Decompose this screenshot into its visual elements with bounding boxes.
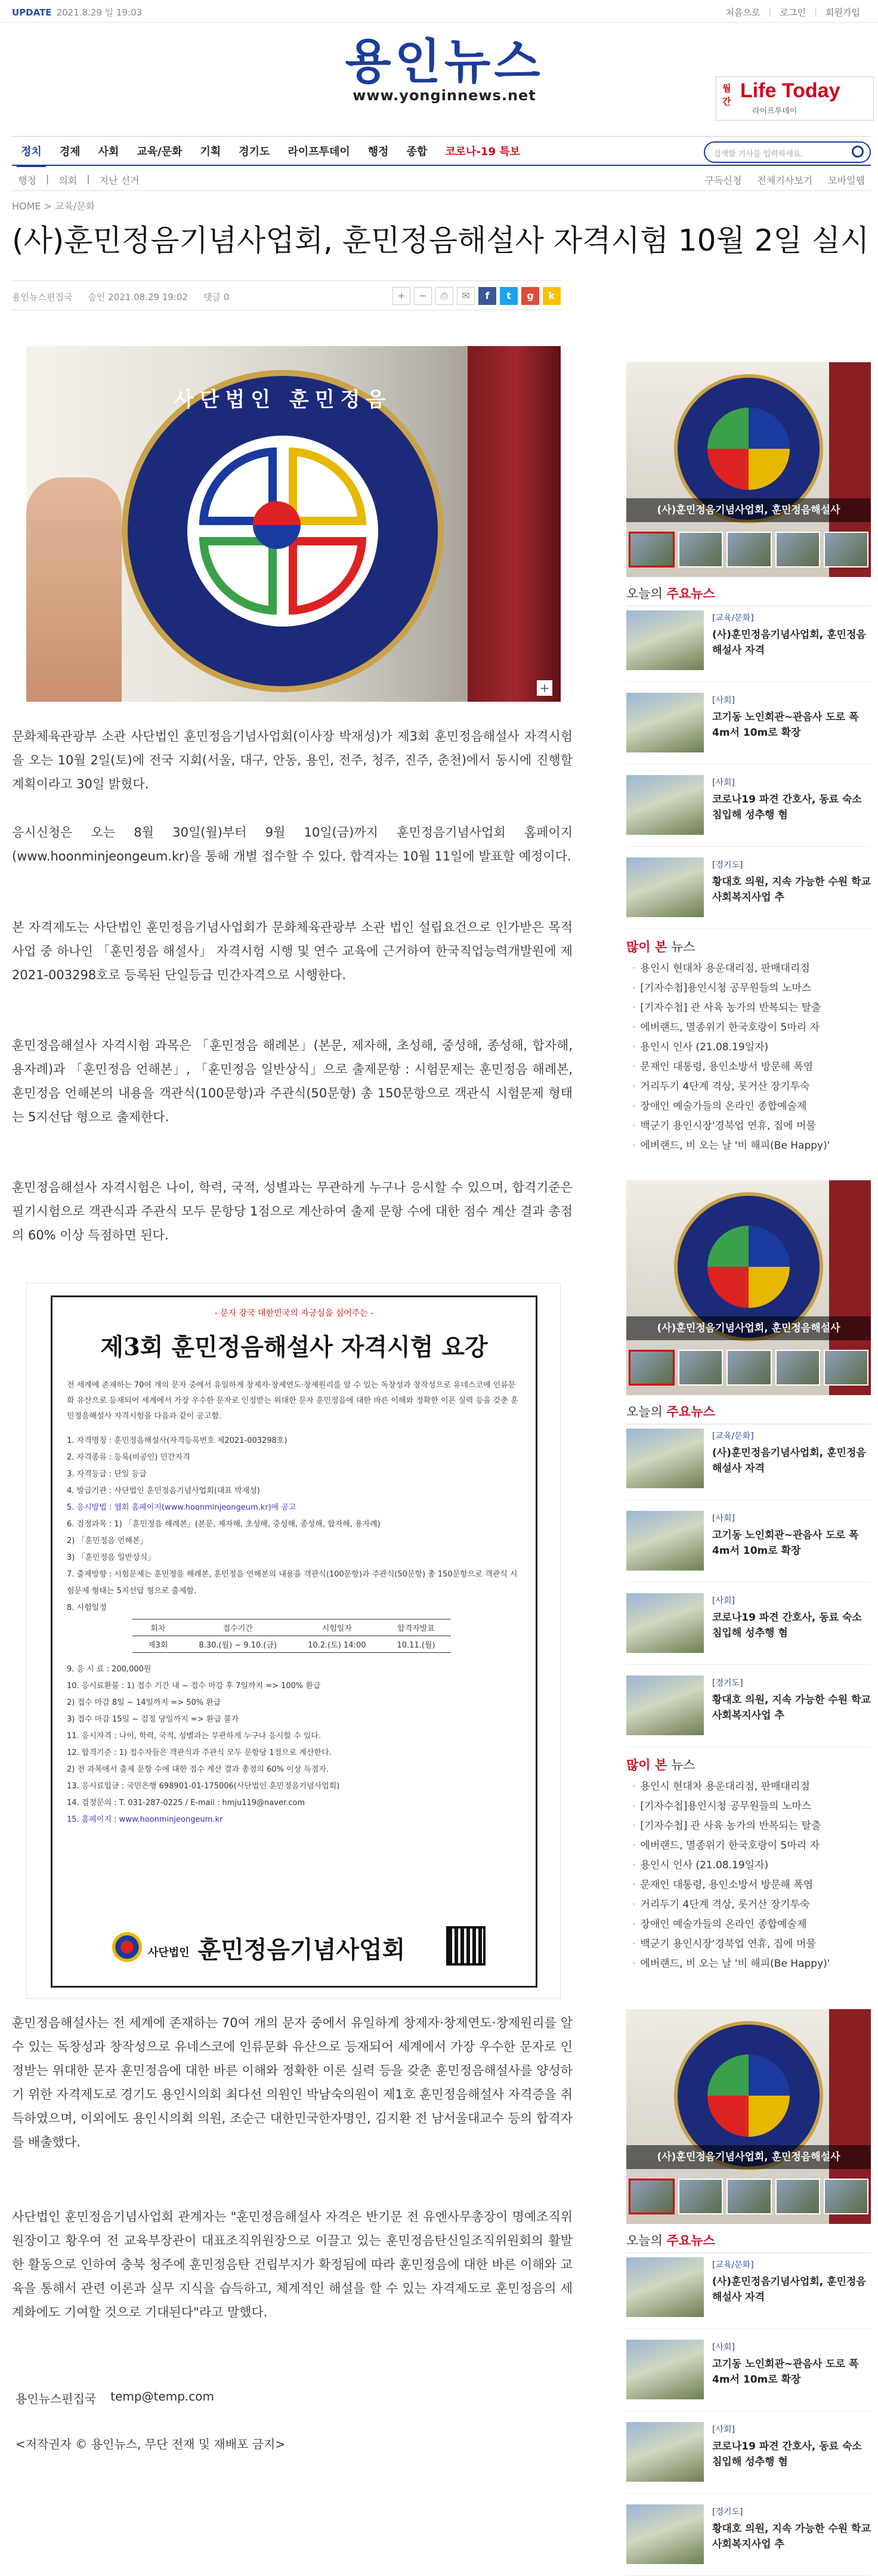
home-link[interactable]: 처음으로 (725, 7, 760, 18)
qr-code-icon (446, 1926, 486, 1966)
notice-item: 6. 검정과목 : 1) 「훈민정음 해례본」(본문, 제자해, 초성해, 중성해, 종성해, 합자해, 용자례) (67, 1520, 381, 1529)
popular-news-item[interactable]: · 백군기 용인시장'경북업 연휴, 집에 머물 (626, 1935, 871, 1954)
hand (26, 477, 122, 702)
exam-schedule-table: 회차 접수기간 시험일자 합격자발표 제3회 8.30.(월) ~ 9.10.(금) 10.2.(토) 14:00 10.11.(월) (132, 1619, 451, 1653)
news-category: [사회] (712, 1514, 735, 1523)
news-item[interactable] (626, 2336, 871, 2411)
notice-item: 2) 「훈민정음 언해본」 (67, 1537, 148, 1545)
nav-admin[interactable]: 행정 (367, 146, 389, 158)
publish-date: 승인 2021.08.29 19:02 (88, 292, 188, 303)
news-thumbnail[interactable] (626, 1593, 704, 1653)
news-thumbnail[interactable] (626, 2422, 704, 2482)
thumbnail[interactable] (824, 532, 868, 567)
news-category: [교육/문화] (712, 613, 754, 623)
notice-item: 10. 응시료환불 : 1) 접수 기간 내 ~ 접수 마감 후 7일까지 => 100% 환급 (67, 1682, 321, 1690)
popular-news-item[interactable]: · 에버랜드, 멸종위기 한국호랑이 5마리 자 (626, 1018, 871, 1038)
site-logo[interactable]: 용인뉴스 www.yonginnews.net (345, 34, 544, 104)
article-paragraph: 본 자격제도는 사단법인 훈민정음기념사업회가 문화체육관광부 소관 법인 설립요건으로 인가받은 목적사업 중 하나인 「훈민정음 해설사」 자격시험 시행 및 연수 교육에 근거하여 한국직업능력개발원에 제2021-003298호로 등록된 단일등급 민간자격으로 시행한다. (12, 920, 573, 982)
nav-economy[interactable]: 경제 (59, 146, 81, 158)
popular-news-item[interactable]: · 용인시 인사 (21.08.19일자) (626, 1038, 871, 1057)
thumbnail[interactable] (726, 1350, 771, 1386)
subnav-council[interactable]: 의회 (58, 175, 78, 186)
comment-count[interactable]: 댓글 0 (203, 292, 230, 303)
popular-news-heading: 많이 본 뉴스 (626, 940, 695, 954)
news-category: [사회] (712, 778, 735, 788)
article-tools (392, 287, 561, 305)
popular-news-item[interactable]: · 에버랜드, 비 오는 날 '비 해피(Be Happy)' (626, 1136, 871, 1156)
popular-news-list (626, 1777, 871, 1974)
notice-item: 4. 발급기관 : 사단법인 훈민정음기념사업회(대표 박재성) (67, 1486, 260, 1495)
subscribe-link[interactable]: 구독신청 (704, 175, 742, 186)
popular-news-item[interactable]: · [기자수첩]용인시청 공무원들의 노마스 (626, 1797, 871, 1816)
subnav-elections[interactable]: 지난 선거 (99, 175, 140, 186)
article-meta (12, 280, 561, 310)
byline-email[interactable]: temp@temp.com (110, 2389, 214, 2404)
featured-thumbnails (626, 532, 871, 567)
font-increase-icon[interactable]: + (392, 287, 410, 305)
thumbnail[interactable] (775, 1350, 820, 1386)
nav-planning[interactable]: 기획 (200, 146, 221, 158)
today-news-heading: 오늘의 주요뉴스 (626, 2231, 871, 2253)
notice-item: 2) 전 과목에서 출제 문항 수에 대한 점수 계산 결과 총점의 60% 이상 득점자. (67, 1765, 329, 1774)
news-title[interactable]: (사)훈민정음기념사업회, 훈민정음해설사 자격 (712, 629, 866, 656)
thumbnail[interactable] (678, 1350, 723, 1386)
font-decrease-icon[interactable]: − (414, 287, 432, 305)
featured-news[interactable] (626, 362, 871, 577)
nav-society[interactable]: 사회 (98, 146, 119, 158)
article-title: (사)훈민정음기념사업회, 훈민정음해설사 자격시험 10월 2일 실시 (12, 223, 870, 258)
popular-news-item[interactable]: · 거리두기 4단계 격상, 롯거산 장기투숙 (626, 1077, 871, 1097)
notice-item: 15. 홈페이지 : www.hoonminjeongeum.kr (67, 1815, 223, 1824)
popular-news-item[interactable]: · 거리두기 4단계 격상, 롯거산 장기투숙 (626, 1895, 871, 1915)
news-thumbnail[interactable] (626, 1429, 704, 1488)
sub-nav: 행정 | 의회 | 지난 선거 구독신청 전체기사보기 모바일웹 (12, 167, 871, 191)
zoom-icon[interactable]: + (537, 680, 552, 696)
news-category: [사회] (712, 2425, 735, 2435)
article-paragraph: 응시신청은 오는 8월 30일(월)부터 9월 10일(금)까지 훈민정음기념사업회 홈페이지(www.hoonminjeongeum.kr)을 통해 개별 접수할 수 있다. 합격자는 10월 11일에 발표할 예정이다. (12, 825, 573, 863)
news-item[interactable] (626, 2418, 871, 2494)
news-category: [교육/문화] (712, 1432, 754, 1441)
news-category: [경기도] (712, 860, 743, 870)
notice-item: 3) 접수 마감 15일 ~ 검정 당일까지 => 환급 불가 (67, 1715, 239, 1724)
notice-item: 9. 응 시 료 : 200,000원 (67, 1665, 152, 1674)
subnav-admin[interactable]: 행정 (18, 175, 36, 186)
thumbnail[interactable] (678, 532, 723, 567)
news-title[interactable]: 황대호 의원, 지속 가능한 수원 학교사회복지사업 추 (712, 1694, 871, 1722)
nav-covid[interactable]: 코로나-19 특보 (445, 146, 521, 158)
news-category: [경기도] (712, 1679, 743, 1688)
news-item[interactable] (626, 854, 871, 929)
news-thumbnail[interactable] (626, 2340, 704, 2399)
author: 용인뉴스편집국 (12, 292, 73, 303)
popular-news-item[interactable]: · 문재인 대통령, 용인소방서 방문해 폭염 (626, 1057, 871, 1077)
main-nav (12, 136, 871, 166)
exam-notice-image[interactable]: - 문자 강국 대한민국의 자긍심을 심어주는 - 제3회 훈민정음해설사 자격시험 요강 전 세계에 존재하는 70여 개의 문자 중에서 유일하게 창제자·창제연도·창제원리를 알 수 있는 독창성과 창작성으로 유네스코에 인류문화 유산으로 등재되어 세계에서 가장 우수한 문자로 인정받는 위대한 문자 훈민정음에 대한 바른 이해와 정확한 이론 실력 등을 갖춘 훈민정음해설사 자격시험을 다음과 같이 공고함. 1. 자격명칭 : 훈민정음해설사(자격등록번호 제2021-003298호) 2. 자격종류 : 등록(비공인) 민간자격 3. 자격등급 : 단일 등급 4. 발급기관 : 사단법인 훈민정음기념사업회(대표 박재성) 5. 응시방법 : 협회 홈페이지(www.hoonminjeongeum.kr)에 공고 6. 검정과목 : 1) 「훈민정음 해례본」(본문, 제자해, 초성해, 중성해, 종성해, 합자해, 용자례) 2) 「훈민정음 언해본」 3) 「훈민정음 일반상식」 7. 출제방향 : 시험문제는 훈민정음 해례본, 훈민정음 언해본의 내용을 객관식(100문항)과 주관식(50문항) 총 150문항으로 객관식 시험문제 형태는 5지선답 형으로 출제함. 8. 시험일정 회차 접수기간 시험일자 합격자발표 제3회 8.30.(월) ~ 9.10.(금) 10.2.(토) 14:00 10.11.(월) 9. 응 시 료 : 200,000원 10. 응시료환불 : 1) 접수 기간 내 ~ 접수 마감 후 7일까지 => 100% 환급 2) 접수 마감 8일 ~ 14일까지 => 50% 환급 3) 접수 마감 15일 ~ 검정 당일까지 => 환급 불가 11. 응시자격 : 나이, 학력, 국적, 성별과는 무관하게 누구나 응시할 수 있다. 12. 합격기준 : 1) 접수자들은 객관식과 주관식 모두 문항당 1점으로 계산한다. 2) 전 과목에서 출제 문항 수에 대한 점수 계산 결과 총점의 60% 이상 득점자. 13. 응시료입금 : 국민은행 698901-01-175006(사단법인 훈민정음기념사업회) 14. 검정문의 : T. 031-287-0225 / E-mail : hmju119@naver.com 15. 홈페이지 : www.hoonminjeongeum.kr 사단법인 훈민정음기념사업회 (26, 1283, 561, 1999)
news-title[interactable]: 코로나19 파견 간호사, 동료 숙소 침입해 성추행 혐 (712, 2441, 862, 2468)
seal-emblem: 사단법인 훈민정음 (122, 370, 444, 692)
curtain (468, 346, 561, 702)
popular-news-list (626, 959, 871, 1156)
popular-news-item[interactable]: · [기자수첩] 관 사육 농가의 반복되는 탈출 (626, 998, 871, 1018)
notice-footer: 사단법인 훈민정음기념사업회 (112, 1926, 482, 1974)
news-title[interactable]: 고기동 노인회관~관음사 도로 폭 4m서 10m로 확장 (712, 2358, 859, 2386)
taegeuk-icon (253, 501, 301, 549)
news-item[interactable] (626, 1590, 871, 1665)
news-item[interactable] (626, 772, 871, 847)
news-item[interactable] (626, 1425, 871, 1500)
notice-items (67, 1433, 521, 1616)
featured-caption[interactable]: (사)훈민정음기념사업회, 훈민정음해설사 (626, 1316, 871, 1340)
thumbnail[interactable] (629, 2179, 675, 2214)
news-category: [교육/문화] (712, 2260, 754, 2270)
thumbnail[interactable] (824, 2179, 868, 2214)
googleplus-icon[interactable]: g (521, 287, 539, 305)
kakao-icon[interactable]: k (543, 287, 561, 305)
featured-news[interactable] (626, 1180, 871, 1395)
top-bar (0, 0, 878, 23)
notice-item: 5. 응시방법 : 협회 홈페이지(www.hoonminjeongeum.kr)에 공고 (67, 1503, 296, 1512)
thumbnail[interactable] (824, 1350, 868, 1386)
popular-news-item[interactable]: · 에버랜드, 비 오는 날 '비 해피(Be Happy)' (626, 1954, 871, 1974)
news-thumbnail[interactable] (626, 1676, 704, 1735)
news-item[interactable] (626, 1672, 871, 1747)
print-icon[interactable]: ⎙ (435, 287, 453, 305)
nav-politics[interactable]: 정치 (12, 143, 51, 159)
news-thumbnail[interactable] (626, 2504, 704, 2564)
news-thumbnail[interactable] (626, 610, 704, 670)
news-title[interactable]: 고기동 노인회관~관음사 도로 폭 4m서 10m로 확장 (712, 1529, 859, 1557)
news-category: [사회] (712, 2343, 735, 2352)
thumbnail[interactable] (726, 532, 771, 567)
featured-news[interactable] (626, 2009, 871, 2224)
all-articles-link[interactable]: 전체기사보기 (757, 175, 813, 186)
notice-items (67, 1661, 521, 1828)
news-category: [경기도] (712, 2507, 743, 2517)
popular-news-item[interactable]: · 용인시 현대차 용운대리점, 판매대리점 (626, 959, 871, 979)
byline: 용인뉴스편집국 temp@temp.com (16, 2389, 214, 2406)
popular-news-item[interactable]: · 장애인 예술가들의 온라인 종합예술제 (626, 1097, 871, 1116)
news-title[interactable]: (사)훈민정음기념사업회, 훈민정음해설사 자격 (712, 1447, 866, 1474)
notice-title: 제3회 훈민정음해설사 자격시험 요강 (100, 1333, 488, 1361)
news-item[interactable] (626, 2254, 871, 2329)
featured-caption[interactable]: (사)훈민정음기념사업회, 훈민정음해설사 (626, 498, 871, 522)
article-paragraph: 훈민정음해설사 자격시험 과목은 「훈민정음 해례본」(본문, 제자해, 초성해, 중성해, 종성해, 합자해, 용자례)과 「훈민정음 언해본」, 「훈민정음 일반상식」으로 출제문항 : 시험문제는 훈민정음 해례본, 훈민정음 언해본의 내용을 객관식(100문항)과 주관식(50문항) 총 150문항으로 객관식 시험문제 형태는 5지선답 형으로 출제한다. (12, 1038, 573, 1124)
update-info: UPDATE 2021.8.29 일 19:03 (12, 7, 143, 18)
news-thumbnail[interactable] (626, 857, 704, 917)
breadcrumb: HOME > 교육/문화 (12, 200, 95, 212)
nav-general[interactable]: 종합 (406, 146, 428, 158)
notice-item: 14. 검정문의 : T. 031-287-0225 / E-mail : hmju119@naver.com (67, 1798, 305, 1807)
article-paragraph: 사단법인 훈민정음기념사업회 관계자는 "훈민정음해설사 자격은 반기문 전 유엔사무총장이 명예조직위원장이고 황우여 전 교육부장관이 대표조직위원장으로 이끌고 있는 훈민정음탄신일조직위원회의 활발한 활동으로 인하여 충북 청주에 훈민정음탄 건립부지가 확정됨에 따라 훈민정음에 대한 바른 이해와 교육을 통해서 관련 이론과 실무 지식을 습득하고, 체계적인 해설을 할 수 있는 자격제도로 훈민정음의 세계화에도 기여할 것으로 기대된다"라고 말했다. (12, 2210, 573, 2319)
news-category: [사회] (712, 1596, 735, 1606)
article-paragraph: 훈민정음해설사는 전 세계에 존재하는 70여 개의 문자 중에서 유일하게 창제자·창제연도·창제원리를 알 수 있는 독창성과 창작성으로 유네스코에 인류문화 유산으로 등재되어 세계에서 가장 우수한 문자로 인정받는 위대한 문자 훈민정음에 대한 바른 이해와 정확한 이론 실력 등을 갖춘 훈민정음해설사를 양성하기 위한 자격제도로 경기도 용인시의회 최다선 의원인 박남숙의원이 제1호 훈민정음해설사 자격증을 취득하였으며, 이외에도 용인시의회 의원, 조순근 대한민국한자명인, 김지환 전 남서울대교수 등의 합격자를 배출했다. (12, 2016, 573, 2149)
popular-news-item[interactable]: · 문재인 대통령, 용인소방서 방문해 폭염 (626, 1875, 871, 1895)
news-title[interactable]: 코로나19 파견 간호사, 동료 숙소 침입해 성추행 혐 (712, 1612, 862, 1639)
notice-item: 2) 접수 마감 8일 ~ 14일까지 => 50% 환급 (67, 1698, 221, 1707)
news-title[interactable]: 황대호 의원, 지속 가능한 수원 학교사회복지사업 추 (712, 2523, 871, 2550)
thumbnail[interactable] (629, 532, 675, 567)
news-title[interactable]: (사)훈민정음기념사업회, 훈민정음해설사 자격 (712, 2276, 866, 2303)
popular-news-item[interactable]: · [기자수첩]용인시청 공무원들의 노마스 (626, 979, 871, 998)
email-icon[interactable]: ✉ (457, 287, 475, 305)
nav-gyeonggi[interactable]: 경기도 (239, 146, 270, 158)
thumbnail[interactable] (678, 2179, 723, 2214)
notice-item: 2. 자격종류 : 등록(비공인) 민간자격 (67, 1453, 190, 1462)
facebook-icon[interactable]: f (478, 287, 496, 305)
notice-item: 8. 시험일정 (67, 1603, 107, 1612)
popular-news-item[interactable]: · 백군기 용인시장'경북업 연휴, 집에 머물 (626, 1116, 871, 1136)
life-today-banner[interactable]: 월간 Life Today 라이프투데이 (716, 76, 874, 121)
copyright: <저작권자 © 용인뉴스, 무단 전재 및 재배포 금지> (16, 2437, 286, 2451)
thumbnail[interactable] (775, 2179, 820, 2214)
news-item[interactable] (626, 607, 871, 682)
news-thumbnail[interactable] (626, 2257, 704, 2317)
nav-culture[interactable]: 교육/문화 (137, 146, 183, 158)
popular-news-heading: 많이 본 뉴스 (626, 1758, 695, 1772)
mobile-web-link[interactable]: 모바일웹 (828, 175, 865, 186)
thumbnail[interactable] (629, 1350, 675, 1386)
article-paragraph: 훈민정음해설사 자격시험은 나이, 학력, 국적, 성별과는 무관하게 누구나 응시할 수 있으며, 합격기준은 필기시험으로 객관식과 주관식 모두 문항당 1점으로 계산하여 출제 문항 수에 대한 점수 계산 결과 총점의 60% 이상 득점하면 된다. (12, 1180, 573, 1242)
search-input[interactable]: 검색할 기사를 입력하세요. (704, 141, 871, 163)
notice-item: 3. 자격등급 : 단일 등급 (67, 1470, 147, 1479)
notice-item: 12. 합격기준 : 1) 접수자들은 객관식과 주관식 모두 문항당 1점으로 계산한다. (67, 1748, 332, 1757)
news-item[interactable] (626, 1507, 871, 1582)
featured-thumbnails (626, 1350, 871, 1386)
thumbnail[interactable] (775, 532, 820, 567)
twitter-icon[interactable]: t (500, 287, 518, 305)
notice-item: 11. 응시자격 : 나이, 학력, 국적, 성별과는 무관하게 누구나 응시할 수 있다. (67, 1732, 321, 1741)
notice-item: 1. 자격명칭 : 훈민정음해설사(자격등록번호 제2021-003298호) (67, 1436, 287, 1445)
popular-news-item[interactable]: · [기자수첩] 관 사육 농가의 반복되는 탈출 (626, 1816, 871, 1836)
news-title[interactable]: 황대호 의원, 지속 가능한 수원 학교사회복지사업 추 (712, 876, 871, 903)
featured-thumbnails (626, 2179, 871, 2214)
today-news-heading: 오늘의 주요뉴스 (626, 584, 871, 606)
thumbnail[interactable] (726, 2179, 771, 2214)
news-title[interactable]: 코로나19 파견 간호사, 동료 숙소 침입해 성추행 혐 (712, 794, 862, 821)
news-title[interactable]: 고기동 노인회관~관음사 도로 폭 4m서 10m로 확장 (712, 711, 859, 739)
featured-caption[interactable]: (사)훈민정음기념사업회, 훈민정음해설사 (626, 2145, 871, 2169)
notice-item: 13. 응시료입금 : 국민은행 698901-01-175006(사단법인 훈민정음기념사업회) (67, 1782, 340, 1791)
article-paragraph: 문화체육관광부 소관 사단법인 훈민정음기념사업회(이사장 박재성)가 제3회 훈민정음해설사 자격시험을 오는 10월 2일(토)에 전국 지회(서울, 대구, 안동, 용인, 전주, 청주, 진주, 춘천)에서 동시에 진행할 계획이라고 30일 밝혔다. (12, 729, 573, 791)
news-thumbnail[interactable] (626, 1511, 704, 1571)
news-category: [사회] (712, 696, 735, 705)
news-thumbnail[interactable] (626, 775, 704, 835)
login-link[interactable]: 로그인 (780, 7, 806, 18)
popular-news-item[interactable]: · 용인시 현대차 용운대리점, 판매대리점 (626, 1777, 871, 1797)
org-emblem-icon (112, 1932, 142, 1962)
today-news-heading: 오늘의 주요뉴스 (626, 1402, 871, 1424)
top-links: 처음으로 | 로그인 | 회원가입 (725, 6, 860, 18)
nav-lifetoday[interactable]: 라이프투데이 (287, 146, 350, 158)
signup-link[interactable]: 회원가입 (826, 7, 860, 18)
search-icon[interactable] (852, 146, 864, 158)
news-item[interactable] (626, 689, 871, 764)
popular-news-item[interactable]: · 에버랜드, 멸종위기 한국호랑이 5마리 자 (626, 1836, 871, 1856)
notice-item: 7. 출제방향 : 시험문제는 훈민정음 해례본, 훈민정음 언해본의 내용을 객관식(100문항)과 주관식(50문항) 총 150문항으로 객관식 시험문제 형태는 5지선답 형으로 출제함. (67, 1570, 518, 1596)
notice-item: 3) 「훈민정음 일반상식」 (67, 1553, 156, 1562)
news-thumbnail[interactable] (626, 693, 704, 752)
popular-news-item[interactable]: · 용인시 인사 (21.08.19일자) (626, 1856, 871, 1875)
popular-news-item[interactable]: · 장애인 예술가들의 온라인 종합예술제 (626, 1915, 871, 1935)
news-item[interactable] (626, 2501, 871, 2576)
article-photo[interactable] (26, 346, 561, 702)
